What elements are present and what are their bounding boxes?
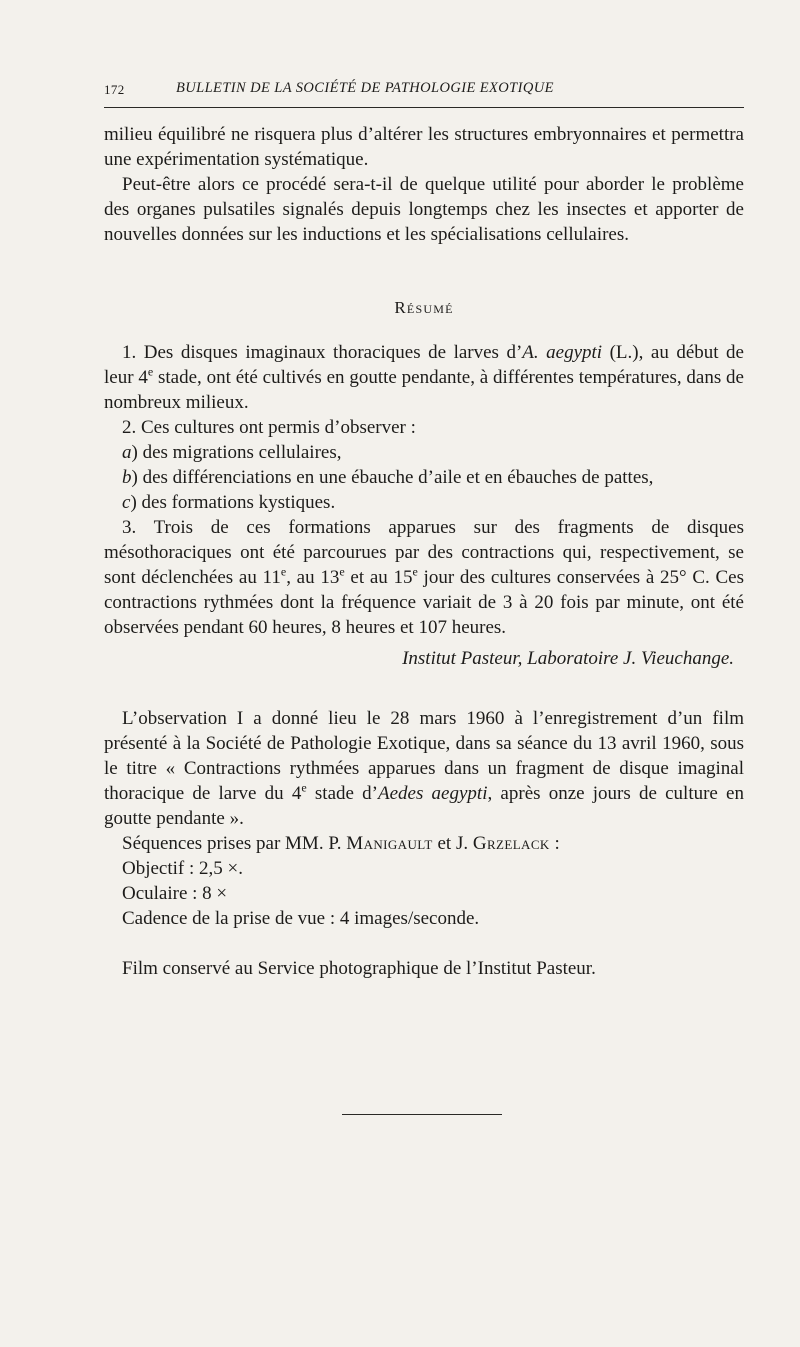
running-header: [104, 80, 744, 102]
film-note: Film conservé au Service photographique de l’Institut Pasteur.: [122, 958, 596, 979]
list-item-a: a) des migrations cellulaires,: [122, 442, 342, 463]
affiliation: Institut Pasteur, Laboratoire J. Vieuchange.: [402, 648, 734, 669]
spacer: [104, 671, 744, 706]
spacer: [104, 931, 744, 956]
resume-point-2: 2. Ces cultures ont permis d’observer :: [122, 417, 416, 438]
paragraph-perspective: Peut-être alors ce procédé sera-t-il de quelque utilité pour aborder le problème des organes pulsatiles signalés depuis longtemps chez les insectes et apporter de nouvelles données sur les inductions et les spécialisations cellulaires.: [104, 174, 744, 245]
resume-point-1: 1. Des disques imaginaux thoraciques de larves d’A. aegypti (L.), au début de leur 4e stade, ont été cultivés en goutte pendante, à différentes températures, dans de nombreux milieux.: [104, 342, 744, 413]
resume-point-3: 3. Trois de ces formations apparues sur des fragments de disques mésothoraciques ont été parcourues par des contractions qui, respectivement, se sont déclenchées au 11e, au 13e et au 15e jour des cultures conservées à 25° C. Ces contractions rythmées dont la fréquence variait de 3 à 20 fois par minute, ont été observées pendant 60 heures, 8 heures et 107 heures.: [104, 517, 744, 638]
objectif-line: Objectif : 2,5 ×.: [122, 858, 243, 879]
cadence-line: Cadence de la prise de vue : 4 images/seconde.: [122, 908, 480, 929]
sequences-credit: Séquences prises par MM. P. Manigault et J. Grzelack :: [122, 833, 560, 854]
oculaire-line: Oculaire : 8 ×: [122, 883, 228, 904]
header-rule: [104, 107, 744, 108]
paragraph-continuation: milieu équilibré ne risquera plus d’altérer les structures embryonnaires et permettra une expérimentation systématique.: [104, 124, 744, 170]
list-item-b: b) des différenciations en une ébauche d’aile et en ébauches de pattes,: [122, 467, 654, 488]
section-heading-resume: Résumé: [394, 298, 454, 317]
list-item-c: c) des formations kystiques.: [122, 492, 336, 513]
page-number: 172: [104, 82, 125, 97]
journal-title: BULLETIN DE LA SOCIÉTÉ DE PATHOLOGIE EXOTIQUE: [176, 80, 554, 96]
article-body: [104, 122, 744, 981]
closing-rule: [342, 1114, 502, 1115]
observation-paragraph: L’observation I a donné lieu le 28 mars 1960 à l’enregistrement d’un film présenté à la Société de Pathologie Exotique, dans sa séance du 13 avril 1960, sous le titre « Contractions rythmées apparues dans un fragment de disque imaginal thoracique de larve du 4e stade d’Aedes aegypti, après onze jours de culture en goutte pendante ».: [104, 708, 744, 829]
